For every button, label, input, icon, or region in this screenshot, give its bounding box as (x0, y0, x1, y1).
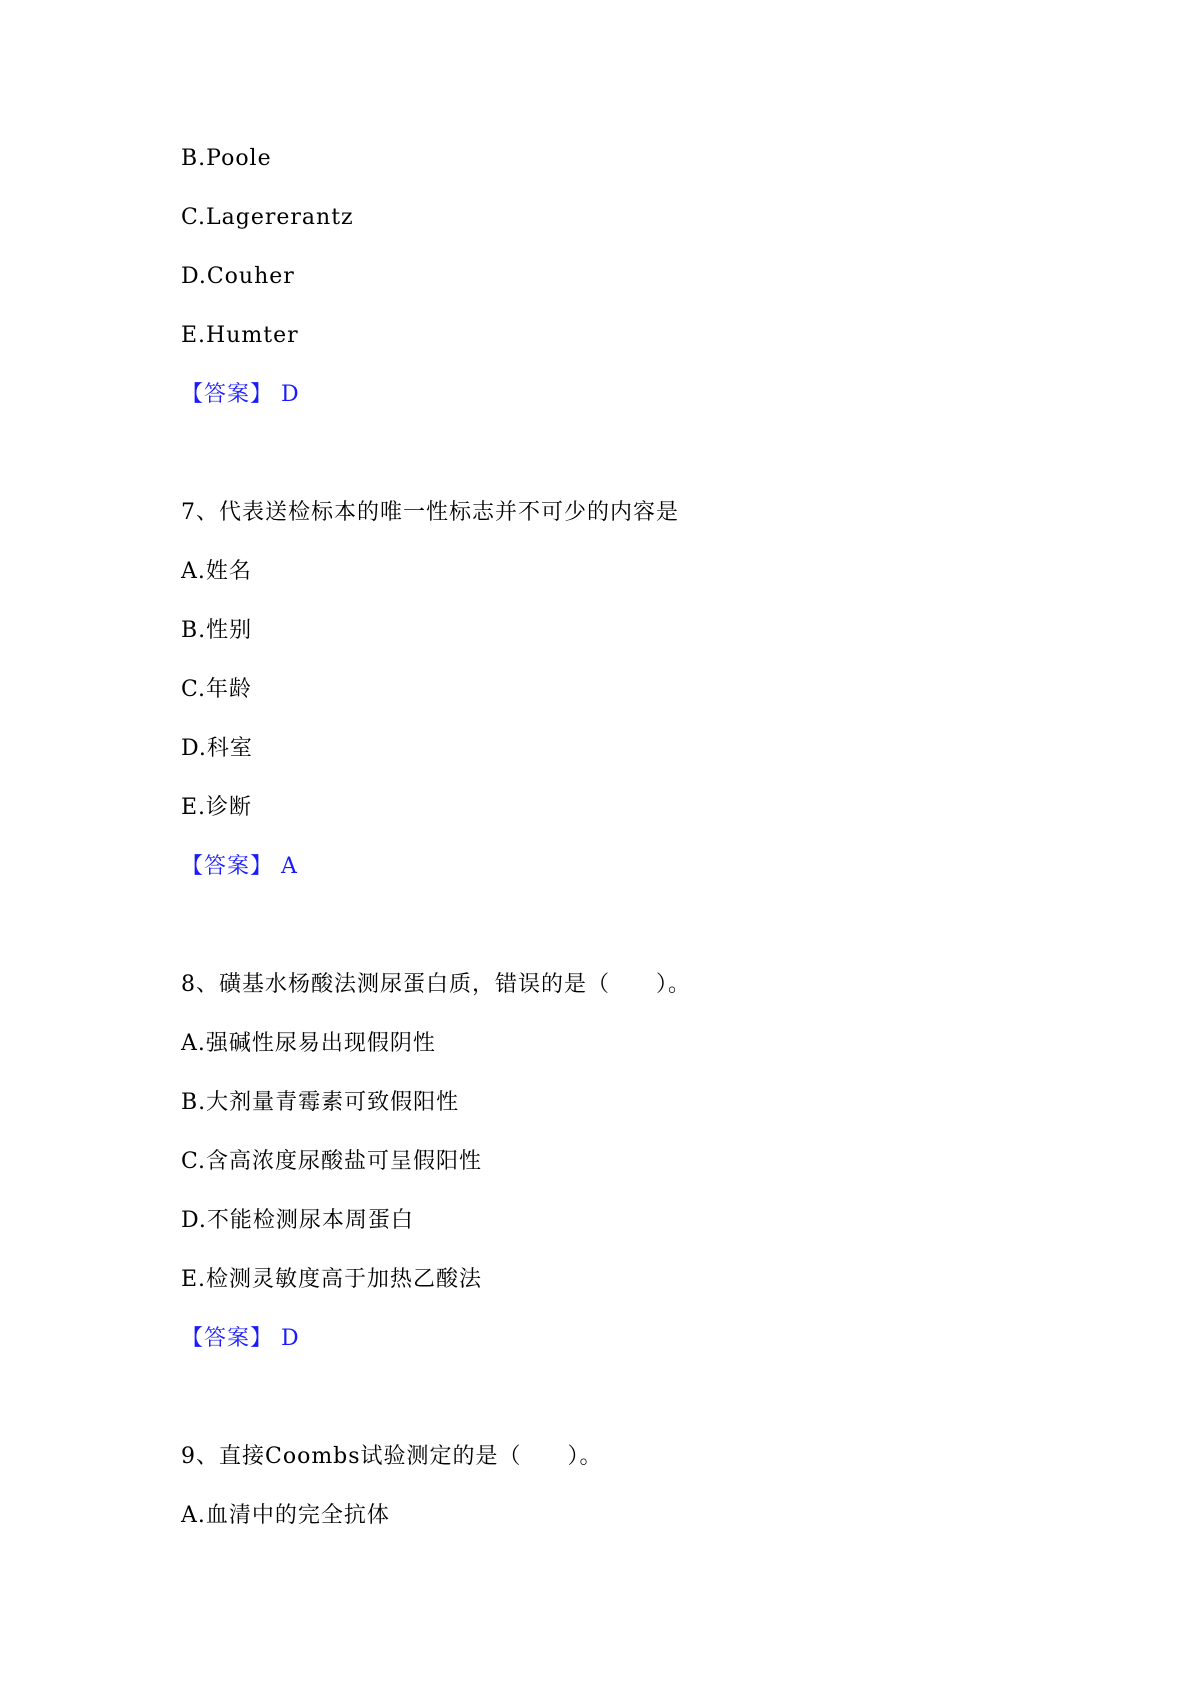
q6-option-b: B.Poole (181, 146, 272, 171)
q6-option-d: D.Couher (181, 264, 295, 289)
q8-option-e: E.检测灵敏度高于加热乙酸法 (181, 1267, 483, 1292)
q8-option-b: B.大剂量青霉素可致假阳性 (181, 1090, 460, 1115)
q8-option-c: C.含高浓度尿酸盐可呈假阳性 (181, 1149, 483, 1174)
q7-option-a: A.姓名 (181, 559, 252, 584)
q7-option-c: C.年龄 (181, 677, 253, 702)
q8-question: 8、磺基水杨酸法测尿蛋白质，错误的是（ ）。 (181, 972, 691, 997)
q9-option-a: A.血清中的完全抗体 (181, 1503, 390, 1528)
q8-option-a: A.强碱性尿易出现假阴性 (181, 1031, 436, 1056)
q6-option-c: C.Lagererantz (181, 205, 354, 230)
q8-option-d: D.不能检测尿本周蛋白 (181, 1208, 414, 1233)
q8-answer: 【答案】 D (181, 1326, 300, 1351)
q7-option-e: E.诊断 (181, 795, 253, 820)
q6-answer: 【答案】 D (181, 382, 300, 407)
q9-question: 9、直接Coombs试验测定的是（ ）。 (181, 1444, 603, 1469)
q7-option-d: D.科室 (181, 736, 253, 761)
q7-question: 7、代表送检标本的唯一性标志并不可少的内容是 (181, 500, 679, 525)
q6-option-e: E.Humter (181, 323, 299, 348)
q7-answer: 【答案】 A (181, 854, 298, 879)
q7-option-b: B.性别 (181, 618, 253, 643)
